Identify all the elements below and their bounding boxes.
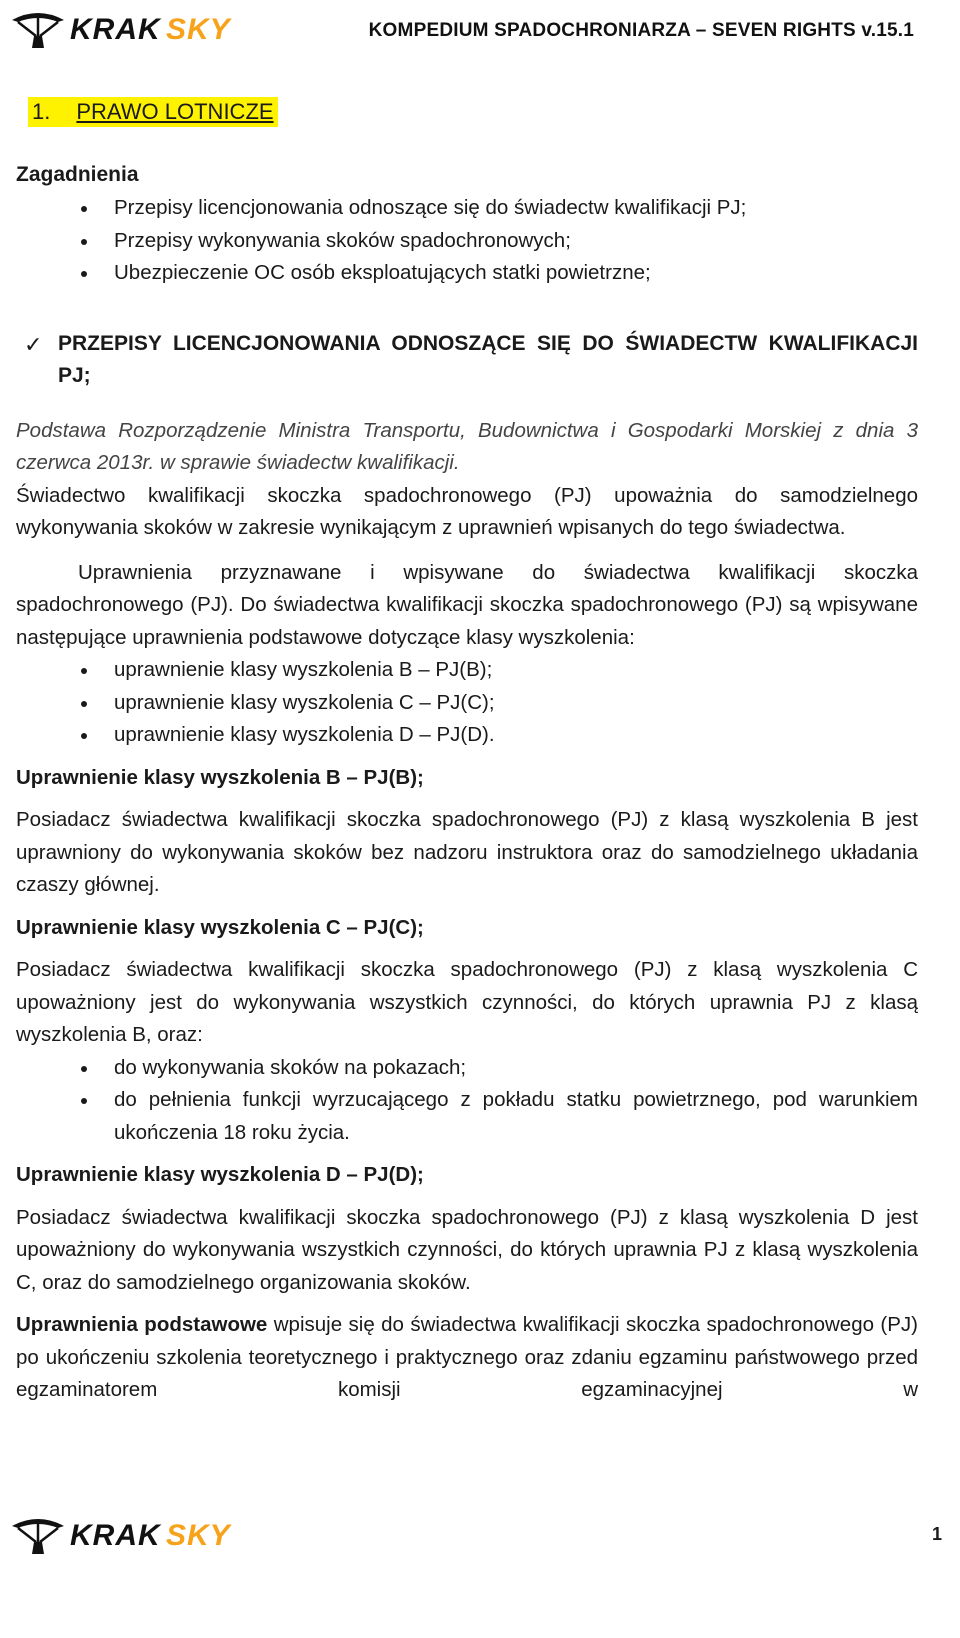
parachutist-icon [12,13,64,48]
class-c-list [16,1052,918,1150]
svg-text:KRAK: KRAK [70,1519,161,1552]
subsection-heading [16,328,918,393]
list-item: uprawnienie klasy wyszkolenia B – PJ(B); [16,654,918,687]
paragraph: Posiadacz świadectwa kwalifikacji skoczka spadochronowego (PJ) z klasą wyszkolenia D jest upoważniony do wykonywania wszystkich czynności, do których uprawnia PJ z klasą wyszkolenia C, oraz do samodzielnego organizowania skoków. [16,1205,918,1294]
zagadnienia-list [16,192,918,290]
paragraph: Posiadacz świadectwa kwalifikacji skoczka spadochronowego (PJ) z klasą wyszkolenia B jest uprawniony do wykonywania skoków bez nadzoru instruktora oraz do samodzielnego układania czaszy głównej. [16,808,918,896]
list-item: do pełnienia funkcji wyrzucającego z pokładu statku powietrznego, pod warunkiem ukończenia 18 roku życia. [16,1084,918,1149]
svg-text:SKY: SKY [166,1519,231,1552]
class-d-heading: Uprawnienie klasy wyszkolenia D – PJ(D); [16,1163,424,1186]
page-header [8,6,952,50]
classes-list [16,654,918,752]
list-item: Przepisy licencjonowania odnoszące się do świadectw kwalifikacji PJ; [16,192,918,225]
section-title-text: PRAWO LOTNICZE [76,99,274,124]
list-item: do wykonywania skoków na pokazach; [16,1052,918,1085]
paragraph: Świadectwo kwalifikacji skoczka spadochronowego (PJ) upoważnia do samodzielnego wykonywania skoków w zakresie wynikającym z uprawnień wpisanych do tego świadectwa. [16,483,918,539]
list-item: uprawnienie klasy wyszkolenia D – PJ(D). [16,719,918,752]
section-title [28,97,278,127]
class-c-heading: Uprawnienie klasy wyszkolenia C – PJ(C); [16,915,424,939]
page-footer [8,1508,952,1558]
legal-basis: Podstawa Rozporządzenie Ministra Transportu, Budownictwa i Gospodarki Morskiej z dnia 3 czerwca 2013r. w sprawie świadectw kwalifikacji. [16,418,918,474]
document-body [16,158,918,1407]
list-item: uprawnienie klasy wyszkolenia C – PJ(C); [16,687,918,720]
class-b-heading: Uprawnienie klasy wyszkolenia B – PJ(B); [16,765,424,789]
paragraph [16,1309,918,1407]
checkmark-icon: ✓ [24,331,43,357]
kraksky-logo [8,6,298,50]
final-text: wpisuje się do świadectwa kwalifikacji skoczka spadochronowego (PJ) po ukończeniu szkolenia teoretycznego i praktycznego oraz zdaniu egzaminu państwowego przed egzaminatorem komisji egzaminacyjnej w [16,1313,918,1401]
subsection-heading-text: PRZEPISY LICENCJONOWANIA ODNOSZĄCE SIĘ DO ŚWIADECTW KWALIFIKACJI PJ; [58,331,918,387]
kraksky-footer-logo [8,1512,298,1556]
list-item: Ubezpieczenie OC osób eksploatujących statki powietrzne; [16,257,918,290]
paragraph: Posiadacz świadectwa kwalifikacji skoczka spadochronowego (PJ) z klasą wyszkolenia C upoważniony jest do wykonywania wszystkich czynności, do których uprawnia PJ z klasą wyszkolenia B, oraz: [16,958,918,1046]
list-item: Przepisy wykonywania skoków spadochronowych; [16,225,918,258]
svg-text:KRAK: KRAK [70,13,161,46]
svg-text:SKY: SKY [166,13,231,46]
document-title: KOMPEDIUM SPADOCHRONIARZA – SEVEN RIGHTS v.15.1 [368,20,914,41]
section-number: 1. [32,99,51,124]
parachutist-icon [12,1519,64,1554]
zagadnienia-heading: Zagadnienia [16,163,139,186]
final-bold-text: Uprawnienia podstawowe [16,1313,268,1336]
page-number: 1 [931,1524,942,1544]
paragraph: Uprawnienia przyznawane i wpisywane do świadectwa kwalifikacji skoczka spadochronowego (PJ). Do świadectwa kwalifikacji skoczka spadochronowego (PJ) są wpisywane następujące uprawnienia podstawowe dotyczące klasy wyszkolenia: [16,560,918,649]
